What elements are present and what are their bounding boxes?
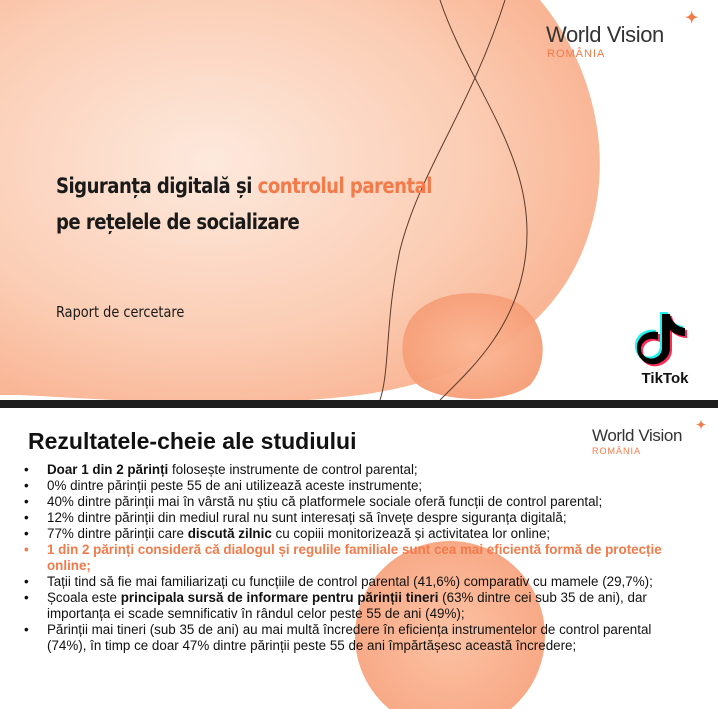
tiktok-note-icon: [632, 308, 698, 368]
results-list: [22, 462, 682, 654]
list-item: • Tații tind să fie mai familiarizați cu funcțiile de control parental (41,6%) comparativ cu mamele (29,7%);: [22, 574, 682, 590]
list-item: • 77% dintre părinții care discută zilnic cu copiii monitorizează și activitatea lor online;: [22, 526, 682, 542]
results-slide: [0, 408, 718, 709]
list-item: • Doar 1 din 2 părinți folosește instrumente de control parental;: [22, 462, 682, 478]
results-title: Rezultatele-cheie ale studiului: [28, 428, 357, 454]
star-logo-icon-small: ✦: [696, 418, 707, 432]
tiktok-label: TikTok: [641, 370, 689, 387]
list-item: • Școala este principala sursă de informare pentru părinții tineri (63% dintre cei sub 35 de ani), dar importanța ei scade semnificativ în rândul celor peste 55 de ani (49%);: [22, 590, 682, 622]
title-accent: controlul parental: [257, 174, 432, 198]
star-logo-icon: ✦: [685, 10, 699, 27]
list-item: • 12% dintre părinții din mediul rural nu sunt interesați să învețe despre siguranța digitală;: [22, 510, 682, 526]
tiktok-logo: [632, 308, 698, 390]
cover-title: [56, 168, 493, 240]
brand-name-small: World Vision: [592, 426, 683, 445]
brand-country: ROMÂNIA: [547, 48, 606, 60]
brand-country-small: ROMÂNIA: [592, 446, 642, 456]
title-part1: Siguranța digitală și: [56, 174, 258, 198]
list-item: • 0% dintre părinții peste 55 de ani utilizează aceste instrumente;: [22, 478, 682, 494]
world-vision-logo: [546, 22, 664, 60]
list-item: • Părinții mai tineri (sub 35 de ani) au mai multă încredere în eficiența instrumentelor de control parental (74%), în timp ce doar 47% dintre părinții peste 55 de ani împărtășesc această încredere;: [22, 622, 682, 654]
cover-subtitle: Raport de cercetare: [56, 303, 185, 321]
world-vision-logo-small: [592, 426, 682, 456]
list-item-highlight: • 1 din 2 părinți consideră că dialogul și regulile familiale sunt cea mai eficientă formă de protecție online;: [22, 542, 682, 574]
brand-name: World Vision: [546, 22, 664, 47]
title-line2: pe rețelele de socializare: [56, 210, 300, 234]
list-item: • 40% dintre părinții mai în vârstă nu știu că platformele sociale oferă funcții de control parental;: [22, 494, 682, 510]
